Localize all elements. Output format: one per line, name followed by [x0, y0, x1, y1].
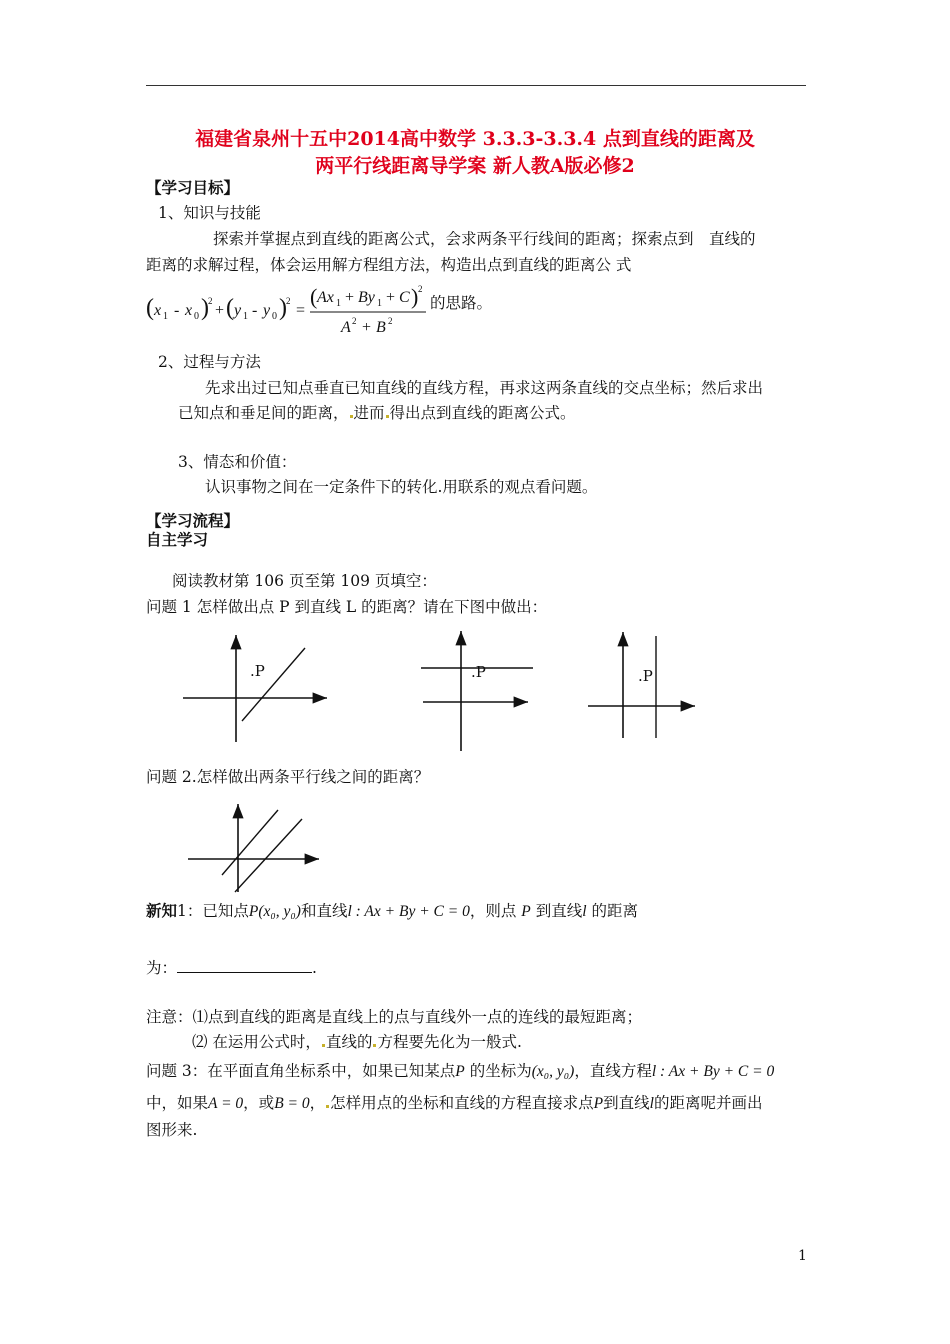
line-L	[242, 648, 305, 721]
svg-text:C: C	[399, 289, 410, 306]
svg-text:0: 0	[194, 311, 199, 322]
objective-1-label: 1、知识与技能	[158, 204, 261, 222]
self-study-heading: 自主学习	[146, 530, 209, 549]
svg-text:1: 1	[163, 311, 168, 322]
distance-formula	[146, 282, 446, 342]
question-3-line-2	[146, 1093, 762, 1114]
svg-text:+: +	[345, 289, 355, 306]
svg-text:By: By	[358, 289, 375, 306]
question-3-line-3: 图形来.	[146, 1121, 198, 1139]
q3-b: 的坐标为	[469, 1062, 532, 1080]
mark-dot	[373, 1044, 376, 1047]
svg-text:+: +	[362, 319, 372, 336]
q3-l2: l	[649, 1095, 654, 1112]
formula-tail: 的思路。	[430, 294, 493, 312]
new-text-a: 1：已知点	[177, 902, 249, 920]
q3-P2: P	[593, 1095, 604, 1112]
new-knowledge	[146, 901, 638, 922]
new-knowledge-label: 新知	[146, 901, 178, 920]
objective-2-label: 2、过程与方法	[158, 353, 261, 371]
objective-3-label: 3、情态和价值：	[178, 453, 297, 471]
svg-text:1: 1	[243, 311, 248, 322]
top-rule	[146, 85, 806, 86]
q3-a: 问题 3：在平面直角坐标系中，如果已知某点	[146, 1062, 456, 1080]
answer-blank[interactable]	[177, 957, 312, 973]
svg-text:-: -	[252, 302, 258, 319]
answer-line	[146, 957, 317, 978]
svg-text:): )	[279, 295, 287, 321]
q3-line: l : Ax + By + C = 0	[651, 1063, 775, 1080]
svg-text:1: 1	[336, 298, 341, 309]
answer-prefix: 为：	[146, 959, 178, 977]
svg-text:-: -	[174, 302, 180, 319]
objective-2-text-b	[178, 403, 576, 423]
mark-dot	[386, 415, 389, 418]
objective-1-text-b: 距离的求解过程，体会运用解方程组方法，构造出点到直线的距离公 式	[146, 256, 632, 274]
q3-i: 的距离呢并画出	[653, 1094, 763, 1112]
question-3-line-1	[146, 1061, 774, 1082]
note-1: 注意：⑴点到直线的距离是直线上的点与直线外一点的连线的最短距离；	[146, 1008, 643, 1026]
svg-text:2: 2	[352, 316, 357, 326]
flow-heading: 【学习流程】	[146, 511, 240, 530]
q3-d: 中，如果	[146, 1094, 209, 1112]
title-line-2: 两平行线距离导学案 新人教A版必修2	[315, 155, 635, 177]
new-text-d: 到直线	[535, 902, 583, 920]
point-P-coords: P(x₀, y₀)	[248, 903, 301, 920]
svg-text:2: 2	[286, 296, 291, 306]
figure-3	[585, 628, 705, 743]
svg-text:+: +	[215, 302, 225, 319]
page-number: 1	[798, 1248, 807, 1264]
svg-text:x: x	[154, 302, 162, 319]
point-P-2: .P	[471, 663, 486, 681]
parallel-line-2	[235, 819, 302, 892]
objective-1-text-a: 探索并掌握点到直线的距离公式，会求两条平行线间的距离；探索点到 直线的	[213, 230, 756, 248]
svg-text:2: 2	[418, 284, 423, 294]
new-text-c: ，则点	[469, 902, 517, 920]
objective-3-text: 认识事物之间在一定条件下的转化.用联系的观点看问题。	[205, 478, 598, 496]
objective-2-text-b1: 已知点和垂足间的距离，	[178, 404, 349, 422]
svg-text:(: (	[310, 284, 318, 309]
note-2a: ⑵ 在运用公式时，	[192, 1033, 321, 1051]
svg-text:+: +	[386, 289, 396, 306]
point-P-3: .P	[638, 667, 653, 685]
question-2: 问题 2.怎样做出两条平行线之间的距离？	[146, 768, 430, 786]
read-instruction: 阅读教材第 106 页至第 109 页填空：	[172, 572, 437, 590]
mark-dot	[326, 1105, 329, 1108]
svg-text:): )	[411, 284, 419, 309]
q3-g: 怎样用点的坐标和直线的方程直接求点	[330, 1094, 594, 1112]
var-P: P	[521, 903, 531, 920]
q3-h: 到直线	[603, 1094, 650, 1112]
new-text-e: 的距离	[591, 902, 638, 920]
svg-text:B: B	[376, 319, 386, 336]
objectives-heading: 【学习目标】	[146, 178, 240, 197]
new-text-b: 和直线	[300, 902, 348, 920]
svg-text:y: y	[263, 302, 271, 319]
q3-P: P	[455, 1063, 465, 1080]
q3-e: ，或	[243, 1094, 275, 1112]
var-l: l	[582, 903, 587, 920]
svg-text:A: A	[341, 319, 351, 336]
q3-A0: A = 0	[208, 1095, 244, 1112]
mark-dot	[350, 415, 353, 418]
objective-2-text-a: 先求出过已知点垂直已知直线的直线方程，再求这两条直线的交点坐标；然后求出	[205, 379, 764, 397]
line-equation: l : Ax + By + C = 0	[347, 903, 470, 920]
answer-end: .	[312, 959, 317, 977]
svg-text:(: (	[226, 295, 234, 321]
objective-2-text-b3: 得出点到直线的距离公式。	[389, 404, 576, 422]
question-1: 问题 1 怎样做出点 P 到直线 L 的距离？请在下图中做出：	[146, 598, 548, 616]
figure-2	[420, 625, 540, 755]
point-P-1: .P	[250, 662, 265, 680]
mark-dot	[322, 1044, 325, 1047]
svg-text:(: (	[146, 295, 154, 321]
parallel-line-1	[222, 810, 278, 875]
svg-text:Ax: Ax	[317, 289, 334, 306]
svg-text:0: 0	[272, 311, 277, 322]
note-2	[192, 1032, 522, 1052]
objective-2-text-b2: 进而	[353, 404, 385, 422]
q3-f: ，	[309, 1094, 326, 1112]
svg-text:): )	[201, 295, 209, 321]
q3-B0: B = 0	[274, 1095, 310, 1112]
note-2c: 方程要先化为一般式.	[377, 1033, 522, 1051]
svg-text:y: y	[234, 302, 242, 319]
figure-4	[185, 800, 330, 895]
svg-text:2: 2	[388, 316, 393, 326]
note-2b: 直线的	[325, 1033, 373, 1051]
figure-1	[180, 630, 340, 760]
svg-text:2: 2	[208, 296, 213, 306]
svg-text:1: 1	[377, 298, 382, 309]
svg-text:=: =	[296, 302, 306, 319]
q3-coord: (x₀, y₀)	[531, 1063, 575, 1080]
svg-text:x: x	[185, 302, 193, 319]
title-line-1: 福建省泉州十五中2014高中数学 3.3.3-3.3.4 点到直线的距离及	[195, 128, 755, 150]
q3-c: ，直线方程	[574, 1062, 652, 1080]
